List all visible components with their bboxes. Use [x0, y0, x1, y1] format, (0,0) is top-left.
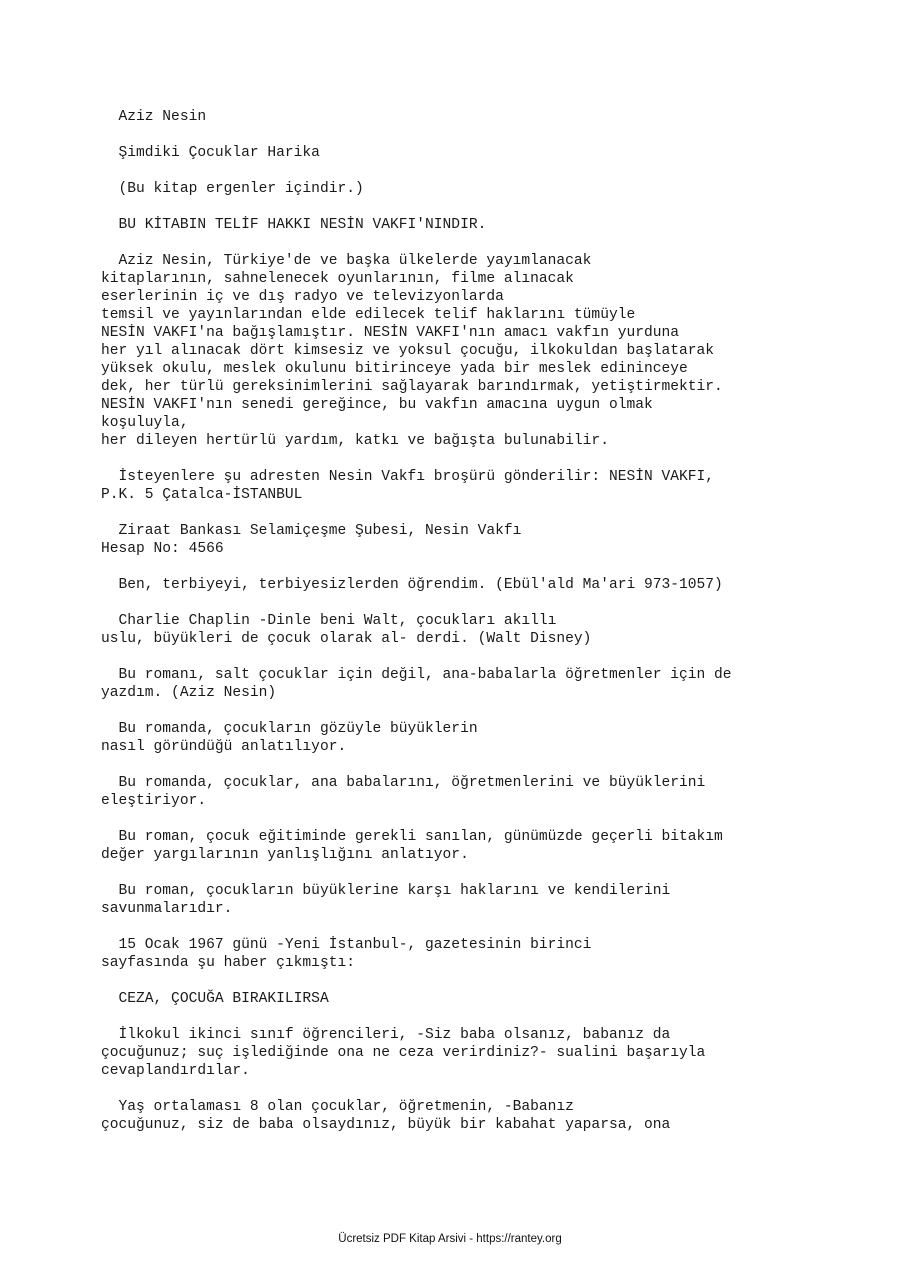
- document-body: [101, 108, 861, 1152]
- brochure-address: İsteyenlere şu adresten Nesin Vakfı broşürü gönderilir: NESİN VAKFI, P.K. 5 Çatalca-İSTANBUL: [101, 469, 715, 503]
- news-paragraph: İlkokul ikinci sınıf öğrencileri, -Siz baba olsanız, babanız da çocuğunuz; suç işlediğinde ona ne ceza verirdiniz?- sualini başarıyla cevaplandırdılar.: [101, 1027, 706, 1079]
- news-headline: CEZA, ÇOCUĞA BIRAKILIRSA: [101, 991, 329, 1007]
- audience-note: (Bu kitap ergenler içindir.): [101, 181, 364, 197]
- author-name: Aziz Nesin: [101, 109, 207, 125]
- description-paragraph: Bu roman, çocuk eğitiminde gerekli sanılan, günümüzde geçerli bitakım değer yargılarının yanlışlığını anlatıyor.: [101, 829, 723, 863]
- book-title: Şimdiki Çocuklar Harika: [101, 145, 320, 161]
- description-paragraph: Bu roman, çocukların büyüklerine karşı haklarını ve kendilerini savunmalarıdır.: [101, 883, 671, 917]
- copyright-notice: BU KİTABIN TELİF HAKKI NESİN VAKFI'NINDIR.: [101, 217, 487, 233]
- footer-watermark: Ücretsiz PDF Kitap Arsivi - https://rantey.org: [338, 1233, 562, 1245]
- quote-walt-disney: Charlie Chaplin -Dinle beni Walt, çocukları akıllı uslu, büyükleri de çocuk olarak al- derdi. (Walt Disney): [101, 613, 592, 647]
- news-intro: 15 Ocak 1967 günü -Yeni İstanbul-, gazetesinin birinci sayfasında şu haber çıkmıştı:: [101, 937, 592, 971]
- author-note: Bu romanı, salt çocuklar için değil, ana-babalarla öğretmenler için de yazdım. (Aziz Nesin): [101, 667, 732, 701]
- news-paragraph: Yaş ortalaması 8 olan çocuklar, öğretmenin, -Babanız çocuğunuz, siz de baba olsaydınız, büyük bir kabahat yaparsa, ona: [101, 1099, 671, 1133]
- description-paragraph: Bu romanda, çocuklar, ana babalarını, öğretmenlerini ve büyüklerini eleştiriyor.: [101, 775, 706, 809]
- quote-ebul-ala: Ben, terbiyeyi, terbiyesizlerden öğrendim. (Ebül'ald Ma'ari 973-1057): [101, 577, 723, 593]
- bank-account: Ziraat Bankası Selamiçeşme Şubesi, Nesin Vakfı Hesap No: 4566: [101, 523, 522, 557]
- description-paragraph: Bu romanda, çocukların gözüyle büyüklerin nasıl göründüğü anlatılıyor.: [101, 721, 478, 755]
- foundation-paragraph: Aziz Nesin, Türkiye'de ve başka ülkelerde yayımlanacak kitaplarının, sahnelenecek oyunlarının, filme alınacak eserlerinin iç ve dış radyo ve televizyonlarda temsil ve yayınlarından elde edilecek telif haklarını tümüyle NESİN VAKFI'na bağışlamıştır. NESİN VAKFI'nın amacı vakfın yurduna her yıl alınacak dört kimsesiz ve yoksul çocuğu, ilkokuldan başlatarak yüksek okulu, meslek okulunu bitirinceye yada bir meslek edininceye dek, her türlü gereksinimlerini sağlayarak barındırmak, yetiştirmektir. NESİN VAKFI'nın senedi gereğince, bu vakfın amacına uygun olmak koşuluyla, her dileyen hertürlü yardım, katkı ve bağışta bulunabilir.: [101, 253, 723, 449]
